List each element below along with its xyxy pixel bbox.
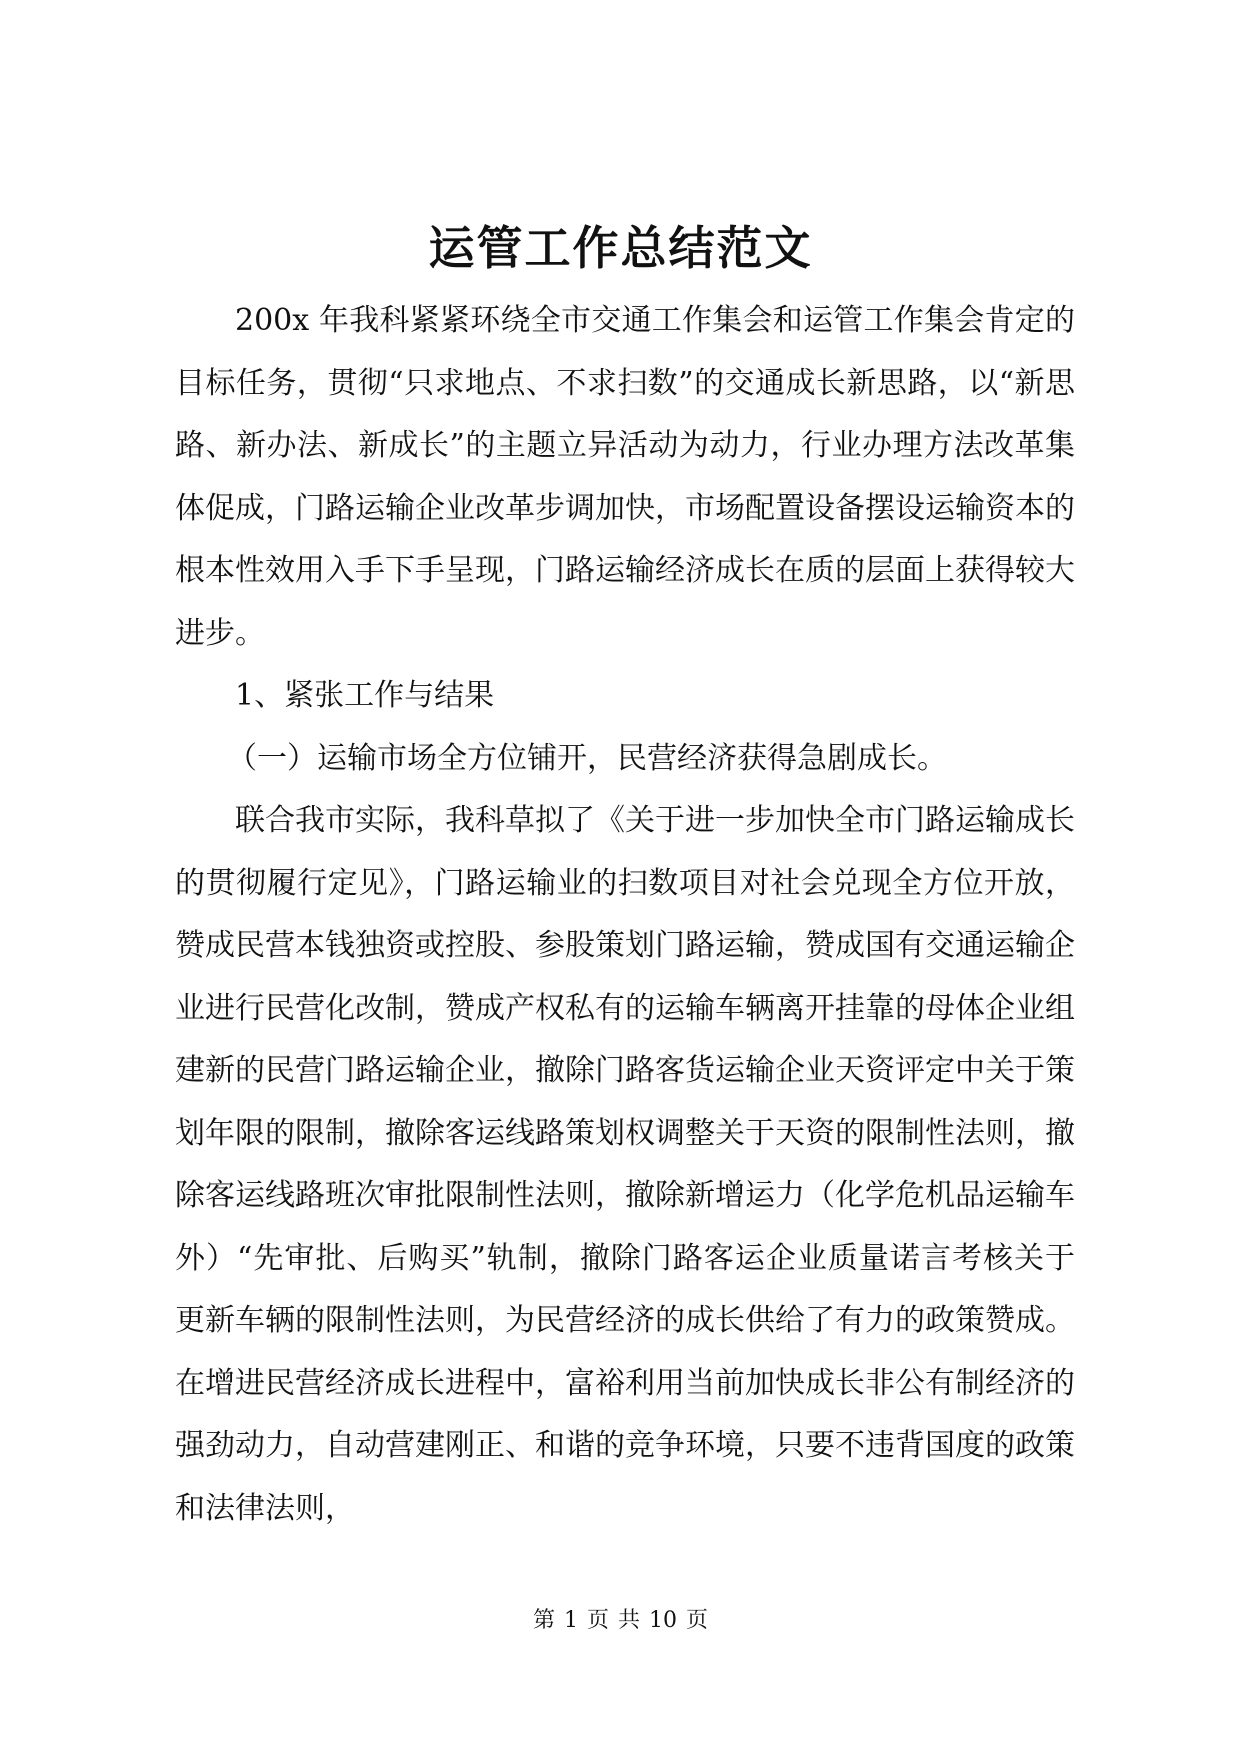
document-body <box>175 290 1075 1540</box>
body-paragraph: 联合我市实际，我科草拟了《关于进一步加快全市门路运输成长的贯彻履行定见》，门路运输业的扫数项目对社会兑现全方位开放，赞成民营本钱独资或控股、参股策划门路运输，赞成国有交通运输企业进行民营化改制，赞成产权私有的运输车辆离开挂靠的母体企业组建新的民营门路运输企业，撤除门路客货运输企业天资评定中关于策划年限的限制，撤除客运线路策划权调整关于天资的限制性法则，撤除客运线路班次审批限制性法则，撤除新增运力（化学危机品运输车外）“先审批、后购买”轨制，撤除门路客运企业质量诺言考核关于更新车辆的限制性法则，为民营经济的成长供给了有力的政策赞成。在增进民营经济成长进程中，富裕利用当前加快成长非公有制经济的强劲动力，自动营建刚正、和谐的竞争环境，只要不违背国度的政策和法律法则， <box>175 803 1075 1526</box>
document-title: 运管工作总结范文 <box>428 221 813 275</box>
page-number-footer: 第 1 页 共 10 页 <box>533 1608 708 1633</box>
subsection-heading: （一）运输市场全方位铺开，民营经济获得急剧成长。 <box>227 740 947 776</box>
section-heading: 1、紧张工作与结果 <box>235 678 495 713</box>
intro-paragraph: 200x 年我科紧紧环绕全市交通工作集会和运管工作集会肯定的目标任务，贯彻“只求地点、不求扫数”的交通成长新思路，以“新思路、新办法、新成长”的主题立异活动为动力，行业办理方法改革集体促成，门路运输企业改革步调加快，市场配置设备摆设运输资本的根本性效用入手下手呈现，门路运输经济成长在质的层面上获得较大进步。 <box>175 303 1075 651</box>
